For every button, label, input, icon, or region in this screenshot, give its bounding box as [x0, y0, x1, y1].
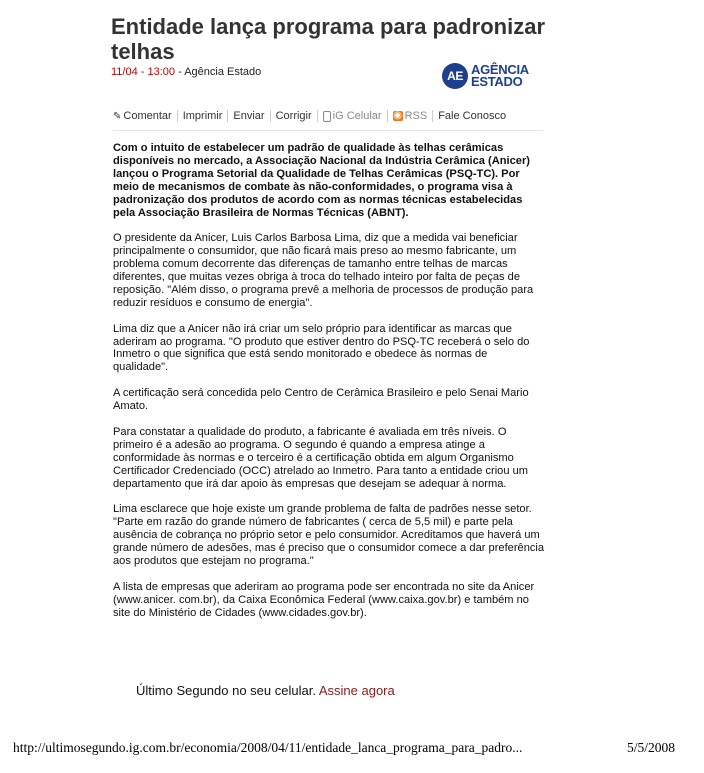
print-footer-date: 5/5/2008 [627, 740, 676, 755]
rss-icon: ◉ [393, 110, 402, 121]
comment-icon: ✎ [113, 110, 122, 122]
article-source: Agência Estado [184, 66, 262, 78]
logo-line-2: ESTADO [471, 74, 523, 89]
send-link[interactable]: Enviar [227, 110, 269, 122]
logo-wordmark [471, 64, 529, 88]
article-paragraph: Para constatar a qualidade do produto, a fabricante é avaliada em três níveis. O primeiro é a adesão ao programa. O segundo é quando a empresa atinge a conformidade às normas e o terceiro é a certificação obtida em algum Organismo Certificador Credenciado (OCC) atrelado ao Inmetro. Para tanto a entidade criou um departamento que irá dar apoio às empresas que desejam se adequar à norma. [113, 425, 528, 490]
article-body [113, 142, 545, 632]
article-meta [111, 66, 261, 78]
ig-celular-label: iG Celular [332, 110, 382, 122]
meta-separator: - [175, 66, 185, 78]
print-footer-url: http://ultimosegundo.ig.com.br/economia/2008/04/11/entidade_lanca_programa_para_padro... [13, 740, 523, 755]
promo-text: Último Segundo no seu celular. [136, 683, 316, 698]
mobile-phone-icon [323, 111, 331, 122]
article-paragraph: O presidente da Anicer, Luis Carlos Barbosa Lima, diz que a medida vai beneficiar principalmente o consumidor, que não ficará mais preso ao mesmo fabricante, um problema comum decorrente das diferenças de tamanho entre telhas de marcas diferentes, que muitas vezes obriga à troca do telhado inteiro por falta de peças de reposição. "Além disso, o programa prevê a melhoria de processos de produção para reduzir resíduos e consumo de energia". [113, 232, 534, 309]
rss-link[interactable] [387, 110, 433, 122]
toolbar-divider [113, 130, 543, 131]
article-time: 11/04 - 13:00 [111, 66, 176, 78]
comment-label: Comentar [123, 110, 172, 122]
article-paragraph: Lima diz que a Anicer não irá criar um selo próprio para identificar as marcas que aderiram ao programa. "O produto que estiver dentro do PSQ-TC receberá o selo do Inmetro o que significa que está sendo monitorado e obedece às normas de qualidade". [113, 322, 530, 374]
article-paragraph: Lima esclarece que hoje existe um grande problema de falta de padrões nesse setor. "Parte em razão do grande número de fabricantes ( cerca de 5,5 mil) e parte pela ausência de cobrança no próprio setor e pelo consumidor. Acreditamos que haverá um grande número de adesões, mas é preciso que o consumidor comece a dar preferência aos produtos que estejam no programa." [113, 503, 545, 567]
agencia-estado-logo [442, 63, 529, 89]
article-toolbar [113, 107, 543, 125]
rss-label: RSS [404, 110, 428, 122]
logo-badge: AE [442, 63, 468, 89]
article-paragraph: A certificação será concedida pelo Centro de Cerâmica Brasileiro e pelo Senai Mario Amato. [113, 387, 529, 413]
subscribe-link[interactable]: Assine agora [318, 683, 395, 698]
mobile-promo [136, 683, 395, 698]
article-paragraph: A lista de empresas que aderiram ao programa pode ser encontrada no site da Anicer (www.anicer. com.br), da Caixa Econômica Federal (www.caixa.gov.br) e também no site do Ministério de Cidades (www.cidades.gov.br). [113, 580, 535, 619]
article-headline: Entidade lança programa para padronizar telhas [111, 14, 546, 64]
article-lead: Com o intuito de estabelecer um padrão de qualidade às telhas cerâmicas disponíveis no mercado, a Associação Nacional da Indústria Cerâmica (Anicer) lançou o Programa Setorial da Qualidade de Telhas Cerâmicas (PSQ-TC). Por meio de mecanismos de combate às não-conformidades, o programa visa à padronização dos produtos de acordo com as normas técnicas estabelecidas pela Associação Brasileira de Normas Técnicas (ABNT). [113, 142, 530, 219]
print-link[interactable]: Imprimir [177, 110, 228, 122]
logo-line-1: AGÊNCIA [471, 62, 529, 77]
ig-celular-link[interactable] [317, 110, 387, 122]
fix-link[interactable]: Corrigir [270, 110, 317, 122]
contact-link[interactable]: Fale Conosco [432, 110, 511, 122]
comment-button[interactable] [113, 110, 177, 122]
